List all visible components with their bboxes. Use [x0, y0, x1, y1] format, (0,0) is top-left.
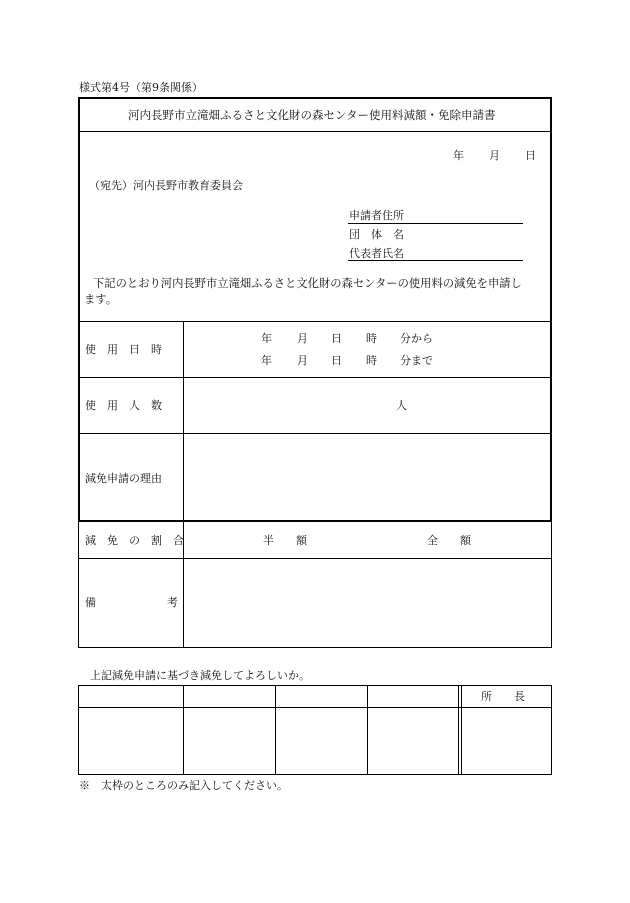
date-day: 日: [525, 149, 536, 162]
applicant-representative-label: 代表者氏名: [349, 247, 404, 260]
usage-count-unit: 人: [396, 399, 407, 412]
applicant-address-line[interactable]: [348, 223, 523, 224]
remarks-field[interactable]: [184, 559, 551, 647]
approval-header-director: 所 長: [481, 690, 525, 703]
approval-cell-4[interactable]: [368, 708, 458, 774]
approval-cell-1[interactable]: [79, 708, 183, 774]
to-day: 日: [331, 354, 342, 367]
to-minute: 分まで: [400, 354, 433, 367]
request-text-line2: ます。: [84, 293, 117, 306]
reason-field[interactable]: [184, 434, 551, 521]
to-month: 月: [297, 354, 308, 367]
form-number: 様式第4号（第9条関係）: [79, 81, 203, 94]
row-divider-datetime-top: [79, 321, 551, 322]
from-minute: 分から: [400, 332, 433, 345]
approval-col-4a: [458, 686, 459, 774]
date-month: 月: [489, 149, 500, 162]
to-hour: 時: [366, 354, 377, 367]
from-hour: 時: [366, 332, 377, 345]
ratio-label: 減 免 の 割 合: [85, 534, 184, 547]
from-year: 年: [261, 332, 272, 345]
row-divider-count-top: [79, 377, 551, 378]
ratio-half[interactable]: 半 額: [263, 534, 307, 547]
title-divider: [79, 131, 551, 132]
reason-label: 減免申請の理由: [85, 472, 162, 485]
approval-text: 上記減免申請に基づき減免してよろしいか。: [90, 669, 310, 682]
approval-cell-director[interactable]: [462, 708, 551, 774]
applicant-representative-line[interactable]: [348, 260, 523, 261]
usage-count-label: 使 用 人 数: [85, 399, 162, 412]
applicant-group-label: 団 体 名: [349, 228, 404, 241]
addressee: （宛先）河内長野市教育委員会: [89, 179, 243, 192]
from-month: 月: [297, 332, 308, 345]
approval-cell-2[interactable]: [184, 708, 275, 774]
applicant-address-label: 申請者住所: [349, 209, 404, 222]
from-day: 日: [331, 332, 342, 345]
request-text-line1: 下記のとおり河内長野市立滝畑ふるさと文化財の森センターの使用料の減免を申請し: [93, 277, 522, 290]
form-title: 河内長野市立滝畑ふるさと文化財の森センター使用料減額・免除申請書: [128, 108, 496, 122]
ratio-full[interactable]: 全 額: [427, 534, 471, 547]
date-year: 年: [453, 149, 464, 162]
remarks-label-right: 考: [167, 596, 178, 609]
approval-cell-3[interactable]: [276, 708, 367, 774]
remarks-label-left: 備: [85, 596, 96, 609]
footnote: ※ 太枠のところのみ記入してください。: [79, 779, 288, 792]
usage-datetime-label: 使 用 日 時: [85, 343, 162, 356]
to-year: 年: [261, 354, 272, 367]
